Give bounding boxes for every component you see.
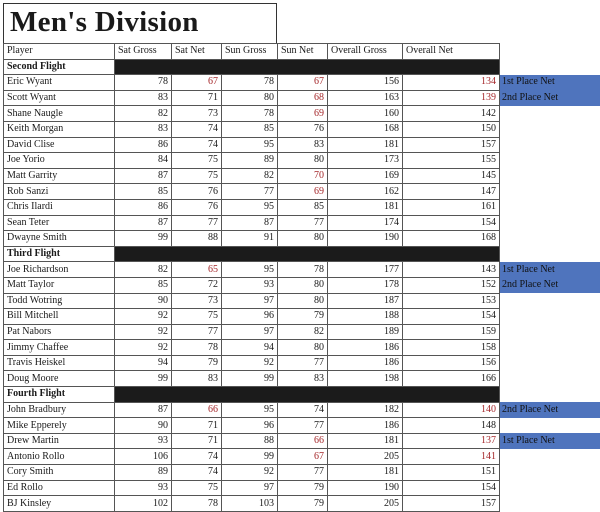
cell-sun-gross: 99 [222,449,278,465]
results-body [4,59,600,511]
table-row [4,75,600,91]
cell-player: David Clise [4,137,115,153]
cell-sat-gross: 92 [115,309,172,325]
cell-player: Sean Teter [4,215,115,231]
cell-overall-gross: 181 [328,199,403,215]
note-blank [500,231,600,247]
cell-sat-gross: 84 [115,153,172,169]
cell-sun-gross: 99 [222,371,278,387]
cell-overall-gross: 190 [328,480,403,496]
cell-overall-gross: 186 [328,355,403,371]
cell-sun-gross: 85 [222,121,278,137]
cell-sat-net: 88 [172,231,222,247]
cell-sat-gross: 93 [115,480,172,496]
cell-sat-gross: 83 [115,90,172,106]
cell-sun-gross: 82 [222,168,278,184]
table-row [4,277,600,293]
header-sat-gross: Sat Gross [115,44,172,60]
cell-overall-gross: 181 [328,433,403,449]
cell-overall-net: 141 [403,449,500,465]
table-row [4,402,600,418]
cell-sun-gross: 77 [222,184,278,200]
cell-sat-gross: 90 [115,293,172,309]
cell-sat-net: 74 [172,137,222,153]
cell-sat-gross: 99 [115,371,172,387]
cell-sat-net: 77 [172,324,222,340]
cell-overall-net: 158 [403,340,500,356]
note-blank [500,418,600,434]
cell-overall-gross: 186 [328,340,403,356]
table-row [4,90,600,106]
cell-sat-gross: 99 [115,231,172,247]
cell-overall-net: 134 [403,75,500,91]
cell-player: Shane Naugle [4,106,115,122]
cell-sat-net: 78 [172,340,222,356]
title-box [3,3,277,43]
note-blank [500,168,600,184]
cell-sat-net: 83 [172,371,222,387]
cell-sun-net: 77 [278,418,328,434]
note-blank [500,465,600,481]
note-blank [500,106,600,122]
cell-overall-net: 150 [403,121,500,137]
note-blank [500,184,600,200]
cell-sun-gross: 95 [222,262,278,278]
table-row [4,465,600,481]
note-blank [500,324,600,340]
cell-sat-net: 74 [172,121,222,137]
cell-player: Matt Taylor [4,277,115,293]
place-badge: 2nd Place Net [500,277,600,293]
cell-overall-gross: 168 [328,121,403,137]
note-blank [500,480,600,496]
cell-sat-net: 75 [172,168,222,184]
header-row [4,44,600,60]
place-badge: 2nd Place Net [500,90,600,106]
cell-sun-net: 79 [278,480,328,496]
cell-sun-gross: 78 [222,106,278,122]
cell-sun-net: 83 [278,137,328,153]
flight-divider-bar [115,387,500,403]
cell-sat-net: 76 [172,184,222,200]
cell-sun-gross: 93 [222,277,278,293]
cell-overall-gross: 163 [328,90,403,106]
table-row [4,309,600,325]
cell-player: Mike Epperely [4,418,115,434]
cell-sun-gross: 97 [222,324,278,340]
cell-sun-net: 76 [278,121,328,137]
cell-sat-gross: 92 [115,324,172,340]
cell-overall-gross: 174 [328,215,403,231]
cell-sun-net: 66 [278,433,328,449]
header-sat-net: Sat Net [172,44,222,60]
header-sun-gross: Sun Gross [222,44,278,60]
note-blank [500,355,600,371]
cell-sat-gross: 86 [115,137,172,153]
cell-sun-net: 77 [278,355,328,371]
note-blank [500,496,600,512]
cell-sat-net: 75 [172,480,222,496]
place-badge: 1st Place Net [500,75,600,91]
cell-overall-net: 139 [403,90,500,106]
cell-overall-net: 154 [403,309,500,325]
cell-sat-gross: 90 [115,418,172,434]
note-blank [500,121,600,137]
header-sun-net: Sun Net [278,44,328,60]
cell-overall-net: 161 [403,199,500,215]
table-row [4,480,600,496]
note-blank [500,293,600,309]
cell-overall-net: 157 [403,137,500,153]
cell-sun-gross: 95 [222,137,278,153]
header-overall-net: Overall Net [403,44,500,60]
table-row [4,215,600,231]
cell-sat-gross: 85 [115,184,172,200]
cell-sat-gross: 106 [115,449,172,465]
cell-overall-gross: 173 [328,153,403,169]
cell-overall-gross: 186 [328,418,403,434]
cell-sat-gross: 82 [115,262,172,278]
cell-sun-net: 79 [278,309,328,325]
cell-player: Cory Smith [4,465,115,481]
cell-sat-net: 75 [172,309,222,325]
cell-overall-net: 157 [403,496,500,512]
cell-sat-net: 65 [172,262,222,278]
cell-sun-net: 80 [278,231,328,247]
cell-sat-gross: 87 [115,215,172,231]
cell-overall-gross: 190 [328,231,403,247]
cell-sun-net: 79 [278,496,328,512]
cell-sat-gross: 102 [115,496,172,512]
cell-sun-net: 69 [278,184,328,200]
note-blank [500,340,600,356]
table-row [4,324,600,340]
cell-player: BJ Kinsley [4,496,115,512]
cell-overall-net: 145 [403,168,500,184]
table-row [4,355,600,371]
cell-player: Rob Sanzi [4,184,115,200]
table-row [4,153,600,169]
cell-sun-net: 80 [278,340,328,356]
note-blank [500,246,600,262]
table-row [4,371,600,387]
cell-sun-net: 67 [278,75,328,91]
cell-sun-net: 70 [278,168,328,184]
cell-sun-gross: 95 [222,199,278,215]
cell-player: Keith Morgan [4,121,115,137]
cell-sat-net: 77 [172,215,222,231]
table-row [4,184,600,200]
header-overall-gross: Overall Gross [328,44,403,60]
cell-sat-net: 74 [172,449,222,465]
cell-overall-net: 140 [403,402,500,418]
flight-name: Second Flight [4,59,115,75]
note-blank [500,371,600,387]
table-row [4,449,600,465]
cell-sat-net: 78 [172,496,222,512]
cell-sat-net: 72 [172,277,222,293]
table-row [4,137,600,153]
table-row [4,106,600,122]
table-row [4,231,600,247]
cell-sat-gross: 94 [115,355,172,371]
note-blank [500,309,600,325]
cell-overall-gross: 205 [328,449,403,465]
cell-sat-net: 74 [172,465,222,481]
place-badge: 1st Place Net [500,433,600,449]
cell-overall-net: 153 [403,293,500,309]
cell-overall-gross: 178 [328,277,403,293]
table-row [4,121,600,137]
cell-sun-gross: 96 [222,418,278,434]
cell-sun-gross: 88 [222,433,278,449]
cell-overall-net: 148 [403,418,500,434]
cell-overall-net: 152 [403,277,500,293]
cell-sun-gross: 103 [222,496,278,512]
cell-sat-gross: 78 [115,75,172,91]
flight-header-row [4,246,600,262]
flight-header-row [4,387,600,403]
cell-overall-net: 137 [403,433,500,449]
page-title: Men's Division [10,6,199,39]
cell-sat-gross: 92 [115,340,172,356]
cell-overall-gross: 198 [328,371,403,387]
cell-overall-net: 154 [403,215,500,231]
cell-overall-gross: 187 [328,293,403,309]
cell-sat-gross: 82 [115,106,172,122]
cell-sun-gross: 96 [222,309,278,325]
place-badge: 2nd Place Net [500,402,600,418]
cell-sun-net: 85 [278,199,328,215]
cell-overall-net: 142 [403,106,500,122]
cell-sun-net: 80 [278,293,328,309]
cell-overall-net: 168 [403,231,500,247]
cell-sun-gross: 97 [222,480,278,496]
cell-sat-gross: 87 [115,402,172,418]
cell-overall-gross: 169 [328,168,403,184]
table-row [4,340,600,356]
note-blank [500,153,600,169]
cell-sat-gross: 85 [115,277,172,293]
cell-sat-gross: 83 [115,121,172,137]
cell-sun-gross: 92 [222,465,278,481]
cell-overall-gross: 189 [328,324,403,340]
cell-player: Matt Garrity [4,168,115,184]
table-row [4,433,600,449]
cell-player: Ed Rollo [4,480,115,496]
cell-sun-net: 69 [278,106,328,122]
cell-sat-net: 71 [172,90,222,106]
results-table [3,43,600,512]
cell-overall-net: 155 [403,153,500,169]
cell-sun-gross: 91 [222,231,278,247]
cell-overall-net: 156 [403,355,500,371]
header-player: Player [4,44,115,60]
flight-name: Third Flight [4,246,115,262]
table-row [4,262,600,278]
cell-sat-net: 76 [172,199,222,215]
cell-player: Joe Richardson [4,262,115,278]
cell-sun-net: 82 [278,324,328,340]
cell-sun-net: 74 [278,402,328,418]
cell-sun-gross: 89 [222,153,278,169]
cell-player: Doug Moore [4,371,115,387]
cell-player: Pat Nabors [4,324,115,340]
table-row [4,496,600,512]
flight-name: Fourth Flight [4,387,115,403]
table-row [4,168,600,184]
cell-sun-gross: 80 [222,90,278,106]
cell-overall-gross: 181 [328,465,403,481]
cell-sat-net: 67 [172,75,222,91]
cell-sun-net: 83 [278,371,328,387]
cell-overall-gross: 188 [328,309,403,325]
cell-overall-gross: 205 [328,496,403,512]
cell-player: Chris Ilardi [4,199,115,215]
note-blank [500,449,600,465]
cell-sun-gross: 97 [222,293,278,309]
cell-sat-gross: 86 [115,199,172,215]
table-row [4,418,600,434]
cell-sun-net: 80 [278,153,328,169]
cell-sun-gross: 87 [222,215,278,231]
cell-overall-gross: 162 [328,184,403,200]
cell-overall-net: 154 [403,480,500,496]
cell-sat-net: 75 [172,153,222,169]
note-blank [500,199,600,215]
place-badge: 1st Place Net [500,262,600,278]
cell-player: Jimmy Chaffee [4,340,115,356]
cell-player: Antonio Rollo [4,449,115,465]
cell-sat-gross: 87 [115,168,172,184]
cell-sun-gross: 95 [222,402,278,418]
cell-player: Dwayne Smith [4,231,115,247]
cell-sat-net: 66 [172,402,222,418]
cell-player: John Bradbury [4,402,115,418]
cell-overall-net: 147 [403,184,500,200]
cell-player: Joe Yorio [4,153,115,169]
note-blank [500,137,600,153]
cell-overall-gross: 156 [328,75,403,91]
cell-sun-gross: 92 [222,355,278,371]
cell-sat-gross: 93 [115,433,172,449]
cell-player: Drew Martin [4,433,115,449]
cell-player: Eric Wyant [4,75,115,91]
cell-sun-net: 78 [278,262,328,278]
cell-sun-gross: 78 [222,75,278,91]
cell-sat-net: 73 [172,293,222,309]
note-blank [500,59,600,75]
table-row [4,199,600,215]
flight-divider-bar [115,59,500,75]
cell-overall-net: 166 [403,371,500,387]
cell-overall-gross: 160 [328,106,403,122]
cell-sat-gross: 89 [115,465,172,481]
cell-player: Todd Wotring [4,293,115,309]
cell-player: Travis Heiskel [4,355,115,371]
note-blank [500,215,600,231]
cell-sun-net: 67 [278,449,328,465]
cell-sun-gross: 94 [222,340,278,356]
cell-sun-net: 80 [278,277,328,293]
flight-header-row [4,59,600,75]
cell-sat-net: 73 [172,106,222,122]
cell-player: Scott Wyant [4,90,115,106]
flight-divider-bar [115,246,500,262]
cell-sat-net: 79 [172,355,222,371]
cell-overall-net: 159 [403,324,500,340]
cell-overall-gross: 182 [328,402,403,418]
cell-overall-gross: 177 [328,262,403,278]
note-blank [500,387,600,403]
cell-sat-net: 71 [172,433,222,449]
table-row [4,293,600,309]
cell-player: Bill Mitchell [4,309,115,325]
cell-sat-net: 71 [172,418,222,434]
cell-sun-net: 77 [278,215,328,231]
cell-sun-net: 77 [278,465,328,481]
header-note-blank [500,44,600,60]
cell-overall-gross: 181 [328,137,403,153]
cell-sun-net: 68 [278,90,328,106]
cell-overall-net: 143 [403,262,500,278]
cell-overall-net: 151 [403,465,500,481]
